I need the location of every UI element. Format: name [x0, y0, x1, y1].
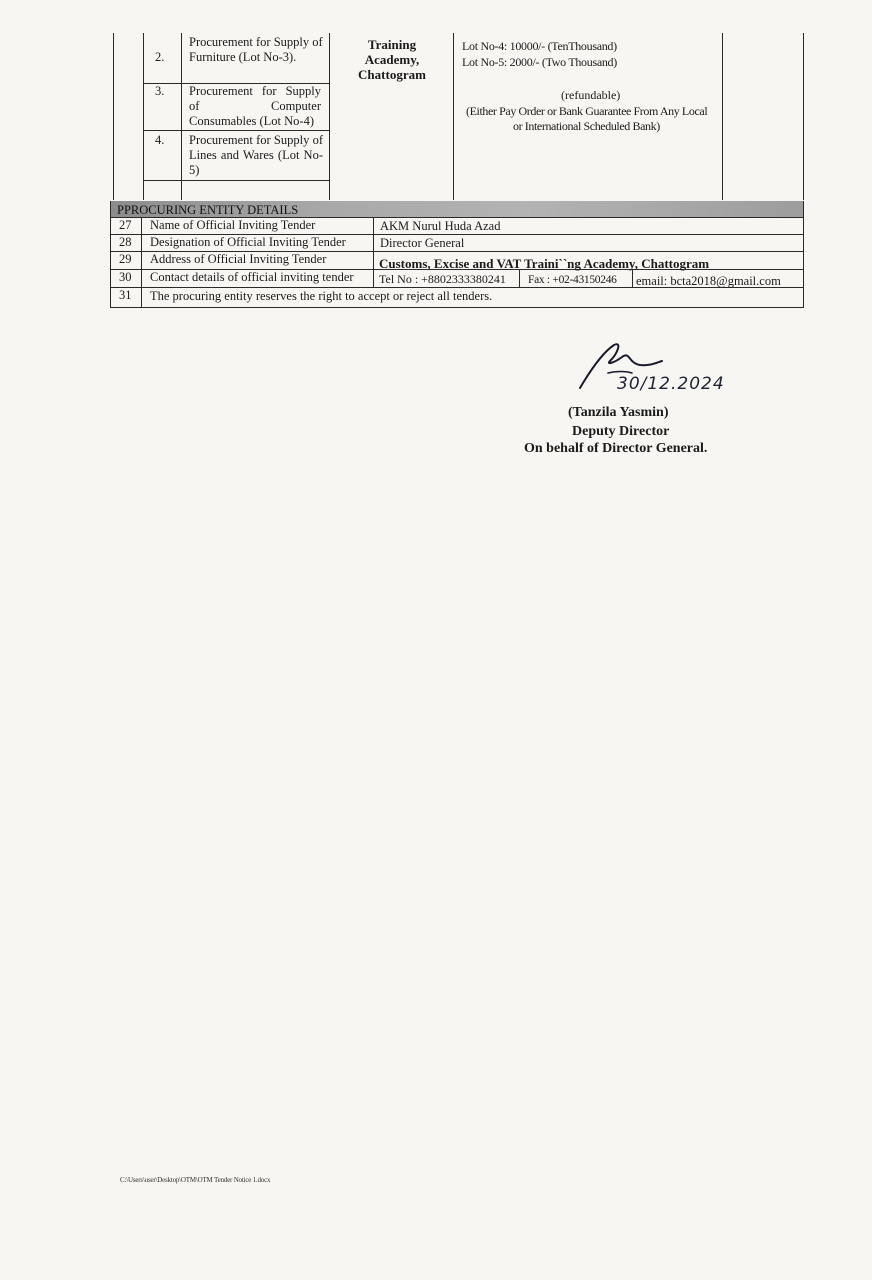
on-behalf-line: On behalf of Director General. — [524, 441, 708, 456]
lot-serial: 3. — [155, 84, 165, 98]
row-number: 27 — [119, 218, 132, 232]
lot-description: Procurement for Supply of Computer Consumables (Lot No-4) — [189, 84, 321, 128]
official-name: AKM Nurul Huda Azad — [380, 219, 501, 233]
row-number: 28 — [119, 235, 132, 249]
refundable-note: (refundable) — [561, 88, 621, 102]
section-header-label: PPROCURING ENTITY DETAILS — [117, 203, 299, 217]
guarantee-note: or International Scheduled Bank) — [513, 119, 660, 133]
contact-email: email: bcta2018@gmail.com — [636, 274, 781, 288]
row-number: 29 — [119, 252, 132, 266]
section-header — [111, 201, 804, 217]
official-designation: Director General — [380, 236, 465, 250]
row-label: Address of Official Inviting Tender — [150, 252, 327, 266]
lot-description: Procurement for Supply of Lines and Wares (Lot No-5) — [189, 133, 323, 177]
row-number: 31 — [119, 288, 132, 302]
lot-description: Procurement for Supply of Furniture (Lot No-3). — [189, 35, 323, 64]
contact-fax: Fax : +02-43150246 — [528, 274, 617, 286]
lot-serial: 4. — [155, 133, 165, 147]
security-amount: Lot No-5: 2000/- (Two Thousand) — [462, 55, 617, 69]
contact-tel: Tel No : +8802333380241 — [379, 272, 506, 286]
venue-location: Training Academy, Chattogram — [358, 37, 426, 82]
signature-date: 30/12.2024 — [617, 374, 725, 394]
official-address: Customs, Excise and VAT Traini``ng Academy, Chattogram — [379, 256, 710, 271]
lot-serial: 2. — [155, 50, 165, 64]
file-path-footer: C:\Users\user\Desktop\OTM\OTM Tender Notice 1.docx — [120, 1176, 271, 1184]
row-label: Contact details of official inviting tender — [150, 270, 354, 284]
guarantee-note: (Either Pay Order or Bank Guarantee From Any Local — [466, 104, 708, 118]
signatory-name: (Tanzila Yasmin) — [568, 405, 669, 420]
signatory-designation: Deputy Director — [572, 424, 670, 439]
security-amount: Lot No-4: 10000/- (TenThousand) — [462, 39, 617, 53]
row-label: Name of Official Inviting Tender — [150, 218, 316, 232]
row-number: 30 — [119, 270, 132, 284]
row-label: Designation of Official Inviting Tender — [150, 235, 346, 249]
reservation-statement: The procuring entity reserves the right to accept or reject all tenders. — [150, 289, 493, 303]
